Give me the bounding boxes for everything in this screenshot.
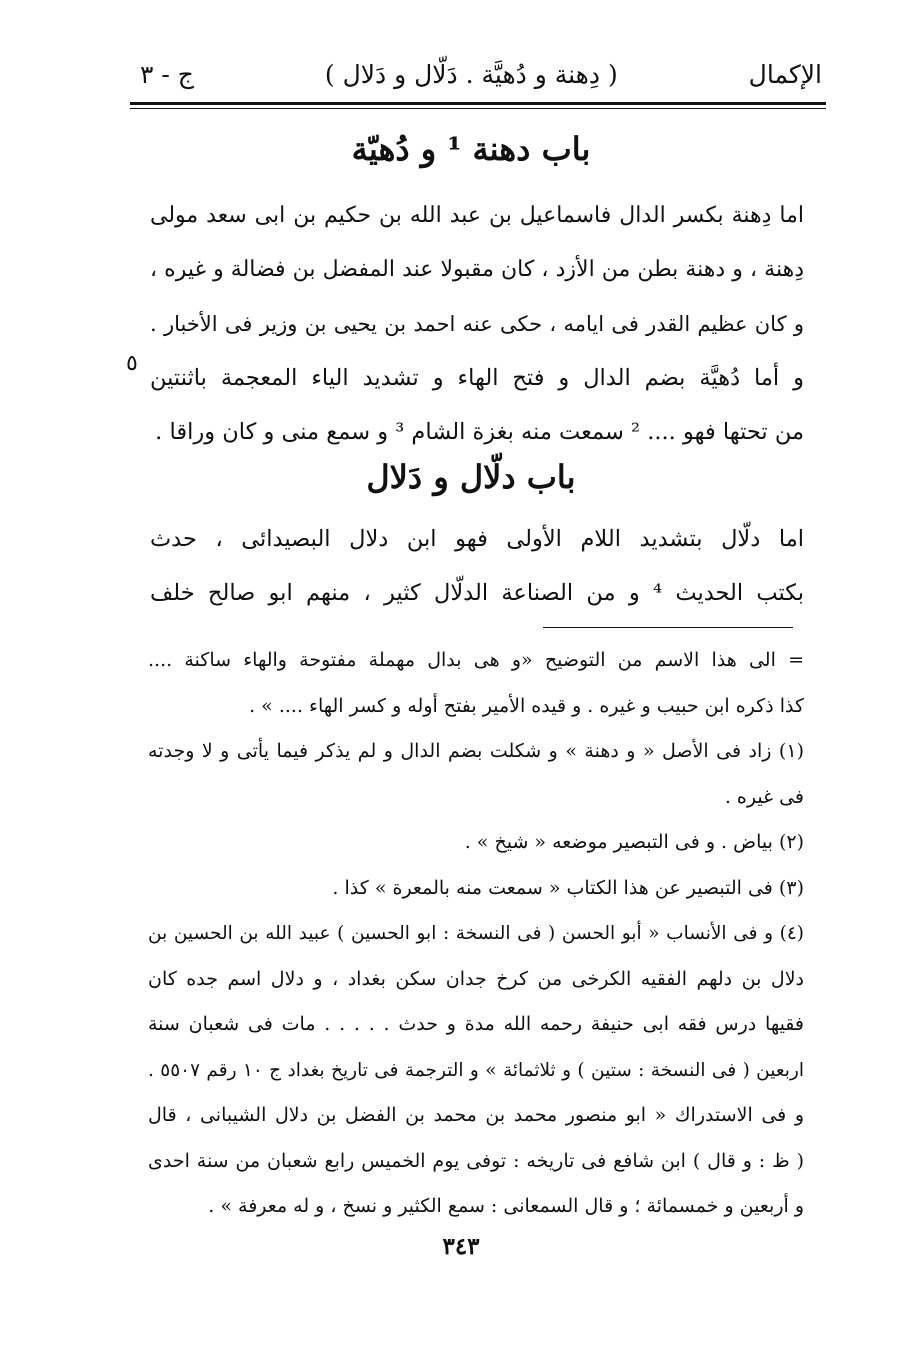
footnote-line: ( ظ : و قال ) ابن شافع فى تاريخه : توفى يوم الخميس رابع شعبان من سنة احدى <box>148 1149 804 1172</box>
footnote-line: اربعين ( فى النسخة : ستين ) و ثلاثمائة » و الترجمة فى تاريخ بغداد ج ١٠ رقم ٥٥٠٧ . <box>148 1059 804 1081</box>
margin-line-number: ٥ <box>126 351 138 376</box>
footnotes <box>148 638 804 1230</box>
footnote-line: = الى هذا الاسم من التوضيح «و هى بدال مهملة مفتوحة والهاء ساكنة .... <box>148 649 804 671</box>
chapter-body <box>150 189 804 459</box>
text-line: دِهنة ، و دهنة بطن من الأزد ، كان مقبولا عند المفضل بن فضالة و غيره ، <box>150 257 804 282</box>
footnote-line: دلال بن دلهم الفقيه الكرخى من كرخ جدان سكن بغداد ، و دلال اسم جده كان <box>148 967 804 990</box>
footnote-line: (١) زاد فى الأصل « و دهنة » و شكلت بضم الدال و لم يذكر فيما يأتى و لا وجدته <box>148 740 804 762</box>
section-title: ( دِهنة و دُهيَّة . دَلّال و دَلال ) <box>324 59 618 89</box>
text-line: و كان عظيم القدر فى ايامه ، حكى عنه احمد بن يحيى بن وزير فى الأخبار . <box>150 312 804 336</box>
page-number: ٣٤٣ <box>442 1233 480 1260</box>
chapter-heading: باب دهنة ¹ و دُهيّة <box>351 130 591 168</box>
footnote-line: (٣) فى التبصير عن هذا الكتاب « سمعت منه بالمعرة » كذا . <box>332 876 804 899</box>
text-line: و أما دُهيَّة بضم الدال و فتح الهاء و تشديد الياء المعجمة باثنتين <box>150 365 804 391</box>
footnote-line: و أربعين و خمسمائة ؛ و قال السمعانى : سمع الكثير و نسخ ، و له معرفة » . <box>208 1195 804 1217</box>
running-header <box>140 52 822 96</box>
header-rule-thick <box>130 102 826 105</box>
footnote-line: فى غيره . <box>724 785 804 808</box>
chapter-body <box>150 512 804 620</box>
chapter-heading: باب دلّال و دَلال <box>366 458 576 496</box>
footnote-line: كذا ذكره ابن حبيب و غيره . و قيده الأمير بفتح أوله و كسر الهاء .... » . <box>249 694 804 717</box>
text-line: اما دلّال بتشديد اللام الأولى فهو ابن دلال البصيدائى ، حدث <box>150 526 804 552</box>
text-line: اما دِهنة بكسر الدال فاسماعيل بن عبد الله بن حكيم بن ابى سعد مولى <box>150 203 804 228</box>
footnote-line: (٤) و فى الأنساب « أبو الحسن ( فى النسخة : ابو الحسين ) عبيد الله بن الحسين بن <box>148 923 804 944</box>
text-line: بكتب الحديث ⁴ و من الصناعة الدلّال كثير ، منهم ابو صالح خلف <box>150 580 804 606</box>
footnote-line: و فى الاستدراك « ابو منصور محمد بن محمد بن الفضل بن دلال الشيبانى ، قال <box>148 1104 804 1126</box>
footnote-line: فقيها درس فقه ابى حنيفة رحمه الله مدة و حدث . . . . . مات فى شعبان سنة <box>148 1013 804 1035</box>
book-title: الإكمال <box>748 59 822 89</box>
text-line: من تحتها فهو .... ² سمعت منه بغزة الشام ³ و سمع منى و كان وراقا . <box>155 419 804 445</box>
header-rule-thin <box>130 108 826 109</box>
footnote-separator <box>543 627 793 628</box>
footnote-line: (٢) بياض . و فى التبصير موضعه « شيخ » . <box>464 831 804 853</box>
volume-number: ج - ٣ <box>140 59 194 89</box>
